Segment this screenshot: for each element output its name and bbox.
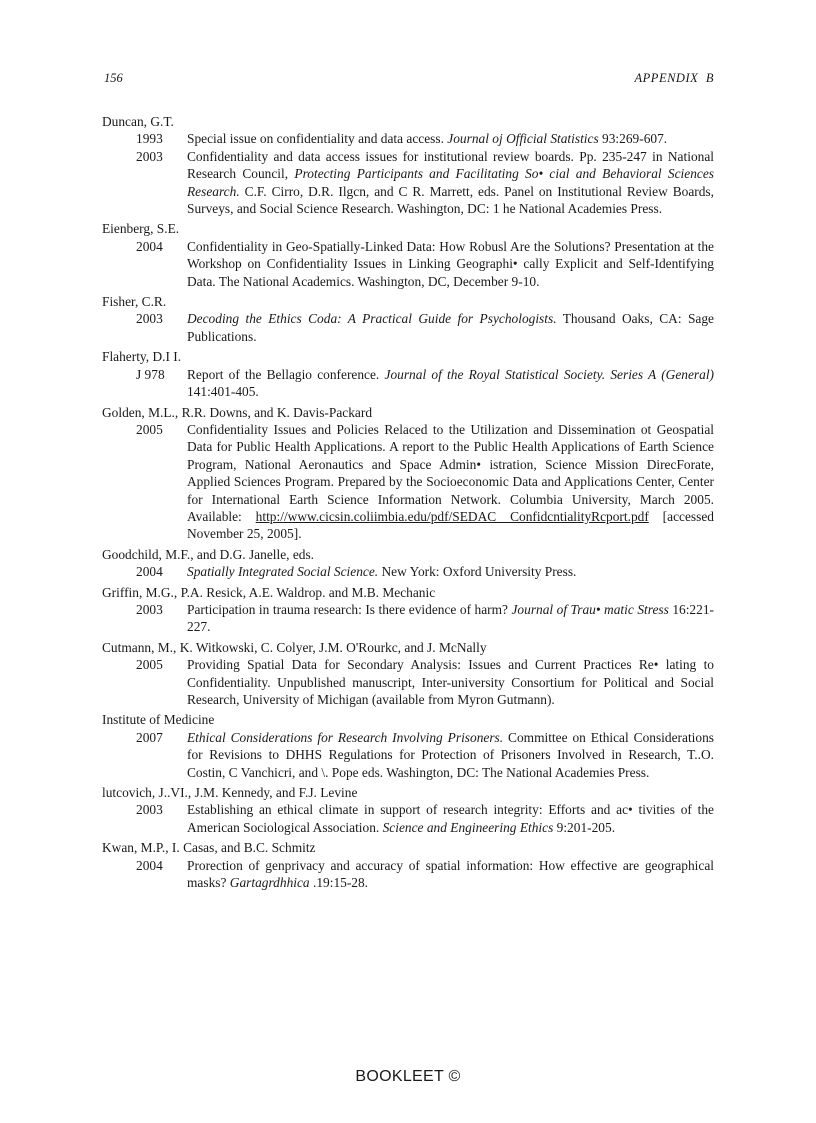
footer-mark: BOOKLEET © bbox=[355, 1068, 461, 1085]
page-number: 156 bbox=[104, 71, 123, 85]
reference-title: Journal of Trau• matic Stress bbox=[511, 601, 669, 617]
reference-group bbox=[102, 839, 714, 891]
reference-text: Thousand Oaks, CA: Sage Publications. bbox=[187, 311, 714, 344]
reference-entry bbox=[102, 148, 714, 218]
reference-year: 2004 bbox=[136, 857, 163, 873]
reference-title: Decoding the Ethics Coda: A Practical Guide for Psychologists. bbox=[187, 311, 557, 327]
reference-author: Fisher, C.R. bbox=[102, 294, 167, 310]
reference-list bbox=[102, 113, 714, 891]
reference-author: Flaherty, D.I I. bbox=[102, 349, 182, 365]
reference-year: J 978 bbox=[136, 366, 165, 382]
reference-title: Journal oj Official Statistics bbox=[447, 131, 599, 147]
reference-author: Institute of Medicine bbox=[102, 712, 215, 728]
reference-year: 1993 bbox=[136, 131, 163, 147]
reference-entry bbox=[102, 130, 714, 147]
reference-year: 2003 bbox=[136, 802, 163, 818]
reference-entry bbox=[102, 310, 714, 345]
reference-text: 9:201-205. bbox=[553, 819, 616, 835]
reference-author: Eienberg, S.E. bbox=[102, 221, 180, 237]
reference-link[interactable]: http://www.cicsin.coliimbia.edu/pdf/SEDAC ConfidcntialityRcport.pdf bbox=[255, 508, 649, 524]
reference-group bbox=[102, 784, 714, 836]
reference-group bbox=[102, 220, 714, 290]
reference-author: Duncan, G.T. bbox=[102, 114, 174, 129]
reference-group bbox=[102, 546, 714, 581]
reference-text: C.F. Cirro, D.R. Ilgcn, and C R. Marrett, eds. Panel on Institutional Review Boards, Surveys, and Social Science Research. Washington, DC: 1 he National Academies Press. bbox=[187, 183, 714, 217]
reference-text: 141:401-405. bbox=[187, 384, 259, 400]
reference-year: 2003 bbox=[136, 311, 163, 327]
reference-text: 16:221-227. bbox=[187, 601, 714, 635]
section-title: APPENDIX B bbox=[634, 71, 714, 85]
reference-entry bbox=[102, 801, 714, 836]
reference-group bbox=[102, 639, 714, 709]
reference-group bbox=[102, 711, 714, 781]
reference-text: Establishing an ethical climate in support of research integrity: Efforts and ac• tivities of the American Sociological Association. bbox=[187, 802, 714, 835]
reference-entry bbox=[102, 729, 714, 781]
reference-year: 2005 bbox=[136, 421, 163, 437]
reference-text: Special issue on confidentiality and data access. bbox=[187, 131, 448, 147]
reference-author: Cutmann, M., K. Witkowski, C. Colyer, J.M. O'Rourkc, and J. McNally bbox=[102, 639, 487, 655]
reference-author: Goodchild, M.F., and D.G. Janelle, eds. bbox=[102, 546, 315, 562]
reference-entry bbox=[102, 238, 714, 290]
reference-author: lutcovich, J..VI., J.M. Kennedy, and F.J. Levine bbox=[102, 785, 358, 801]
reference-text: Participation in trauma research: Is there evidence of harm? bbox=[187, 601, 512, 617]
reference-entry bbox=[102, 366, 714, 401]
reference-author: Kwan, M.P., I. Casas, and B.C. Schmitz bbox=[102, 840, 316, 856]
reference-year: 2003 bbox=[136, 148, 163, 164]
reference-title: Science and Engineering Ethics bbox=[382, 819, 554, 835]
page-header bbox=[104, 71, 714, 87]
reference-entry bbox=[102, 656, 714, 708]
reference-title: Spatially Integrated Social Science. bbox=[187, 564, 379, 580]
reference-title: Protecting Participants and Facilitating So• cial and Behavioral Sciences Research. bbox=[187, 166, 715, 199]
reference-year: 2003 bbox=[136, 601, 163, 617]
reference-group bbox=[102, 348, 714, 400]
reference-group bbox=[102, 404, 714, 543]
reference-title: Gartagrdhhica bbox=[229, 875, 310, 891]
reference-text: Confidentiality Issues and Policies Relaced to the Utilization and Dissemination ot Geospatial Data for Public Health Applications. A report to the Public Health Applications of Earth Science Program, National Aeronautics and Space Admin• istration, Science Mission DirecForate, Applied Sciences Program. Prepared by the Socioeconomic Data and Applications Center, Center for International Earth Science Information Network. Columbia University, March 2005. Available: bbox=[187, 421, 714, 524]
reference-entry bbox=[102, 857, 714, 892]
reference-entry bbox=[102, 421, 714, 543]
reference-group bbox=[102, 293, 714, 345]
reference-year: 2007 bbox=[136, 729, 163, 745]
reference-year: 2004 bbox=[136, 238, 163, 254]
reference-text: 93:269-607. bbox=[598, 131, 668, 147]
reference-text: Confidentiality in Geo-Spatially-Linked Data: How Robusl Are the Solutions? Presentation at the Workshop on Confidentiality Issues in Linking Geographi• cally Explicit and Self-Identifying Data. The National Academics. Washington, DC, December 9-10. bbox=[187, 238, 714, 289]
reference-text: Report of the Bellagio conference. bbox=[187, 366, 385, 382]
reference-text: [accessed November 25, 2005]. bbox=[187, 508, 714, 542]
reference-group bbox=[102, 584, 714, 636]
reference-title: Journal of the Royal Statistical Society. Series A (General) bbox=[384, 366, 715, 382]
reference-title: Ethical Considerations for Research Involving Prisoners. bbox=[187, 729, 504, 745]
reference-text: Providing Spatial Data for Secondary Analysis: Issues and Current Practices Re• lating to Confidentiality. Unpublished manuscript, Inter-university Consortium for Political and Social Research, University of Michigan (available from Myron Gutmann). bbox=[187, 657, 714, 707]
reference-text: Confidentiality and data access issues for institutional review boards. Pp. 235-247 in National Research Council, bbox=[187, 148, 714, 182]
reference-entry bbox=[102, 601, 714, 636]
reference-text: Committee on Ethical Considerations for Revisions to DHHS Regulations for Protection of Prisoners Involved in Research, T..O. Costin, C Vanchicri, and \. Pope eds. Washington, DC: The National Academies Press. bbox=[187, 729, 714, 780]
reference-text: .19:15-28. bbox=[309, 875, 369, 891]
reference-author: Golden, M.L., R.R. Downs, and K. Davis-Packard bbox=[102, 404, 373, 420]
reference-author: Griffin, M.G., P.A. Resick, A.E. Waldrop. and M.B. Mechanic bbox=[102, 584, 436, 600]
reference-year: 2005 bbox=[136, 657, 163, 673]
reference-year: 2004 bbox=[136, 564, 163, 580]
reference-text: New York: Oxford University Press. bbox=[378, 564, 577, 580]
reference-group bbox=[102, 113, 714, 217]
reference-entry bbox=[102, 563, 714, 580]
reference-text: Prorection of genprivacy and accuracy of spatial information: How effective are geographical masks? bbox=[187, 857, 714, 891]
